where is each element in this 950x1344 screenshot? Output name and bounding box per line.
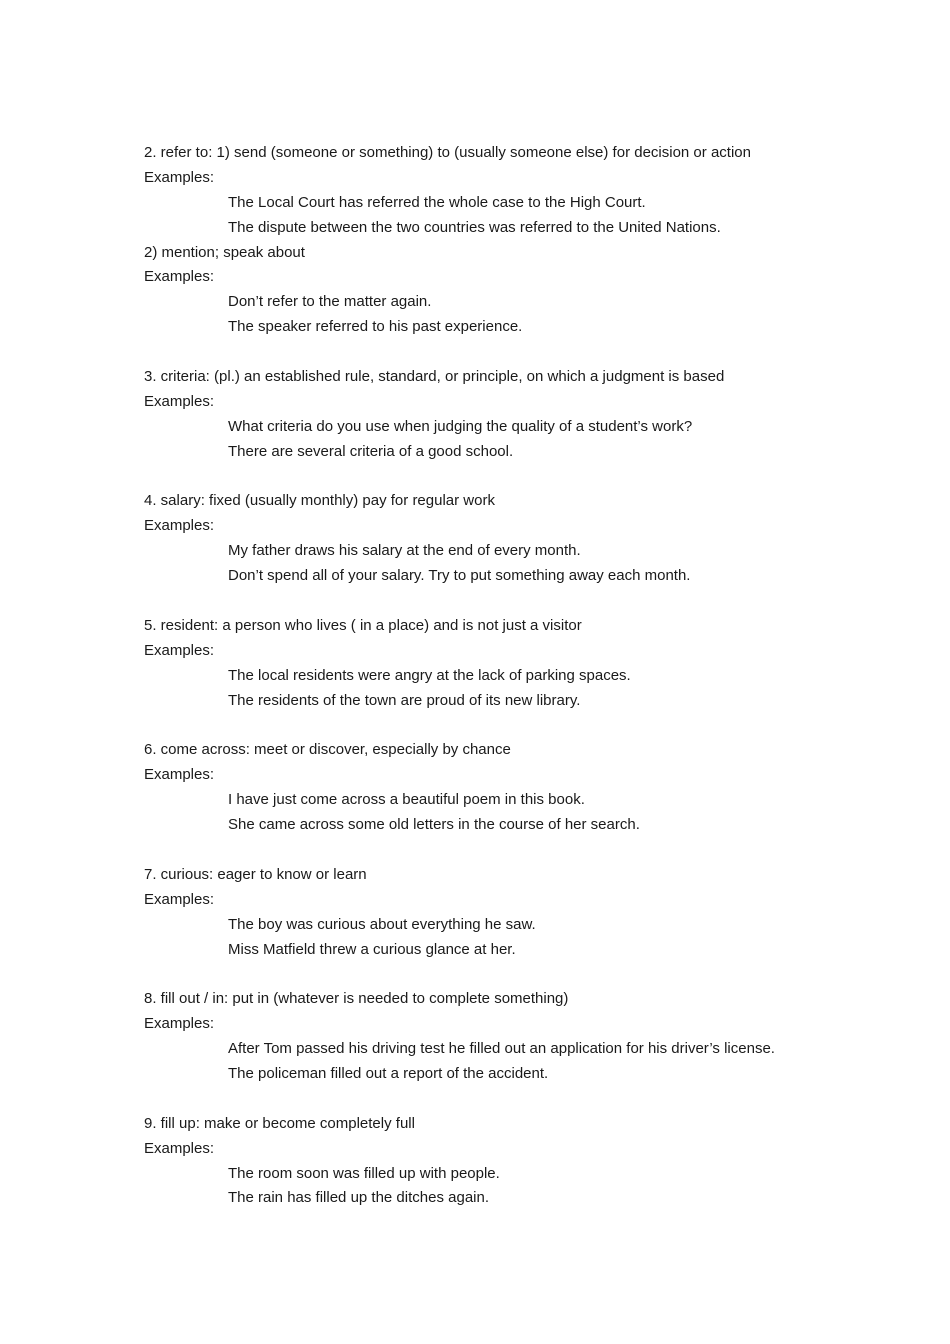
sense-definition: 2) mention; speak about [144, 243, 305, 261]
vocabulary-document [144, 141, 864, 1211]
vocab-entry-come-across [144, 738, 864, 838]
example-sentence: The speaker referred to his past experience. [228, 318, 523, 336]
entry-headword-line: 4. salary: fixed (usually monthly) pay for regular work [144, 492, 495, 510]
entry-spacer [144, 340, 864, 365]
examples-label: Examples: [144, 1139, 215, 1157]
example-sentence: The boy was curious about everything he saw. [228, 915, 536, 933]
examples-label: Examples: [144, 1015, 215, 1033]
example-sentence: The residents of the town are proud of its new library. [228, 691, 581, 709]
example-sentence: The room soon was filled up with people. [228, 1164, 500, 1182]
entry-headword-line: 9. fill up: make or become completely full [144, 1114, 415, 1132]
example-sentence: What criteria do you use when judging the quality of a student’s work? [228, 417, 693, 435]
vocab-entry-curious [144, 863, 864, 963]
examples-label: Examples: [144, 890, 215, 908]
vocab-entry-salary [144, 489, 864, 589]
example-sentence: The rain has filled up the ditches again. [228, 1189, 489, 1207]
examples-label: Examples: [144, 517, 215, 535]
entry-spacer [144, 838, 864, 863]
example-sentence: Don’t refer to the matter again. [228, 293, 432, 311]
entry-spacer [144, 713, 864, 738]
entry-spacer [144, 589, 864, 614]
example-sentence: After Tom passed his driving test he filled out an application for his driver’s license. [228, 1040, 775, 1058]
entry-spacer [144, 1087, 864, 1112]
entry-headword-line: 2. refer to: 1) send (someone or something) to (usually someone else) for decision or action [144, 144, 751, 161]
entry-spacer [144, 465, 864, 490]
example-sentence: The local residents were angry at the lack of parking spaces. [228, 666, 631, 684]
entry-headword-line: 3. criteria: (pl.) an established rule, standard, or principle, on which a judgment is based [144, 368, 725, 386]
entry-spacer [144, 962, 864, 987]
vocab-entry-resident [144, 614, 864, 714]
vocab-entry-fill-up [144, 1112, 864, 1212]
vocab-entry-refer-to [144, 141, 864, 340]
entry-headword-line: 5. resident: a person who lives ( in a place) and is not just a visitor [144, 616, 582, 634]
examples-label: Examples: [144, 392, 215, 410]
examples-label: Examples: [144, 766, 215, 784]
example-sentence: I have just come across a beautiful poem in this book. [228, 791, 585, 809]
example-sentence: Don’t spend all of your salary. Try to put something away each month. [228, 567, 691, 585]
example-sentence: The dispute between the two countries was referred to the United Nations. [228, 218, 721, 236]
example-sentence: The policeman filled out a report of the accident. [228, 1064, 549, 1082]
vocab-entry-criteria [144, 365, 864, 465]
entry-headword-line: 7. curious: eager to know or learn [144, 865, 367, 883]
example-sentence: Miss Matfield threw a curious glance at her. [228, 940, 516, 958]
examples-label: Examples: [144, 268, 215, 286]
example-sentence: My father draws his salary at the end of every month. [228, 542, 581, 560]
example-sentence: There are several criteria of a good school. [228, 442, 514, 460]
entry-headword-line: 8. fill out / in: put in (whatever is needed to complete something) [144, 990, 569, 1008]
vocab-entry-fill-out-in [144, 987, 864, 1087]
example-sentence: The Local Court has referred the whole case to the High Court. [228, 193, 646, 211]
entry-headword-line: 6. come across: meet or discover, especially by chance [144, 741, 511, 759]
examples-label: Examples: [144, 641, 215, 659]
example-sentence: She came across some old letters in the course of her search. [228, 816, 640, 834]
examples-label: Examples: [144, 168, 215, 186]
